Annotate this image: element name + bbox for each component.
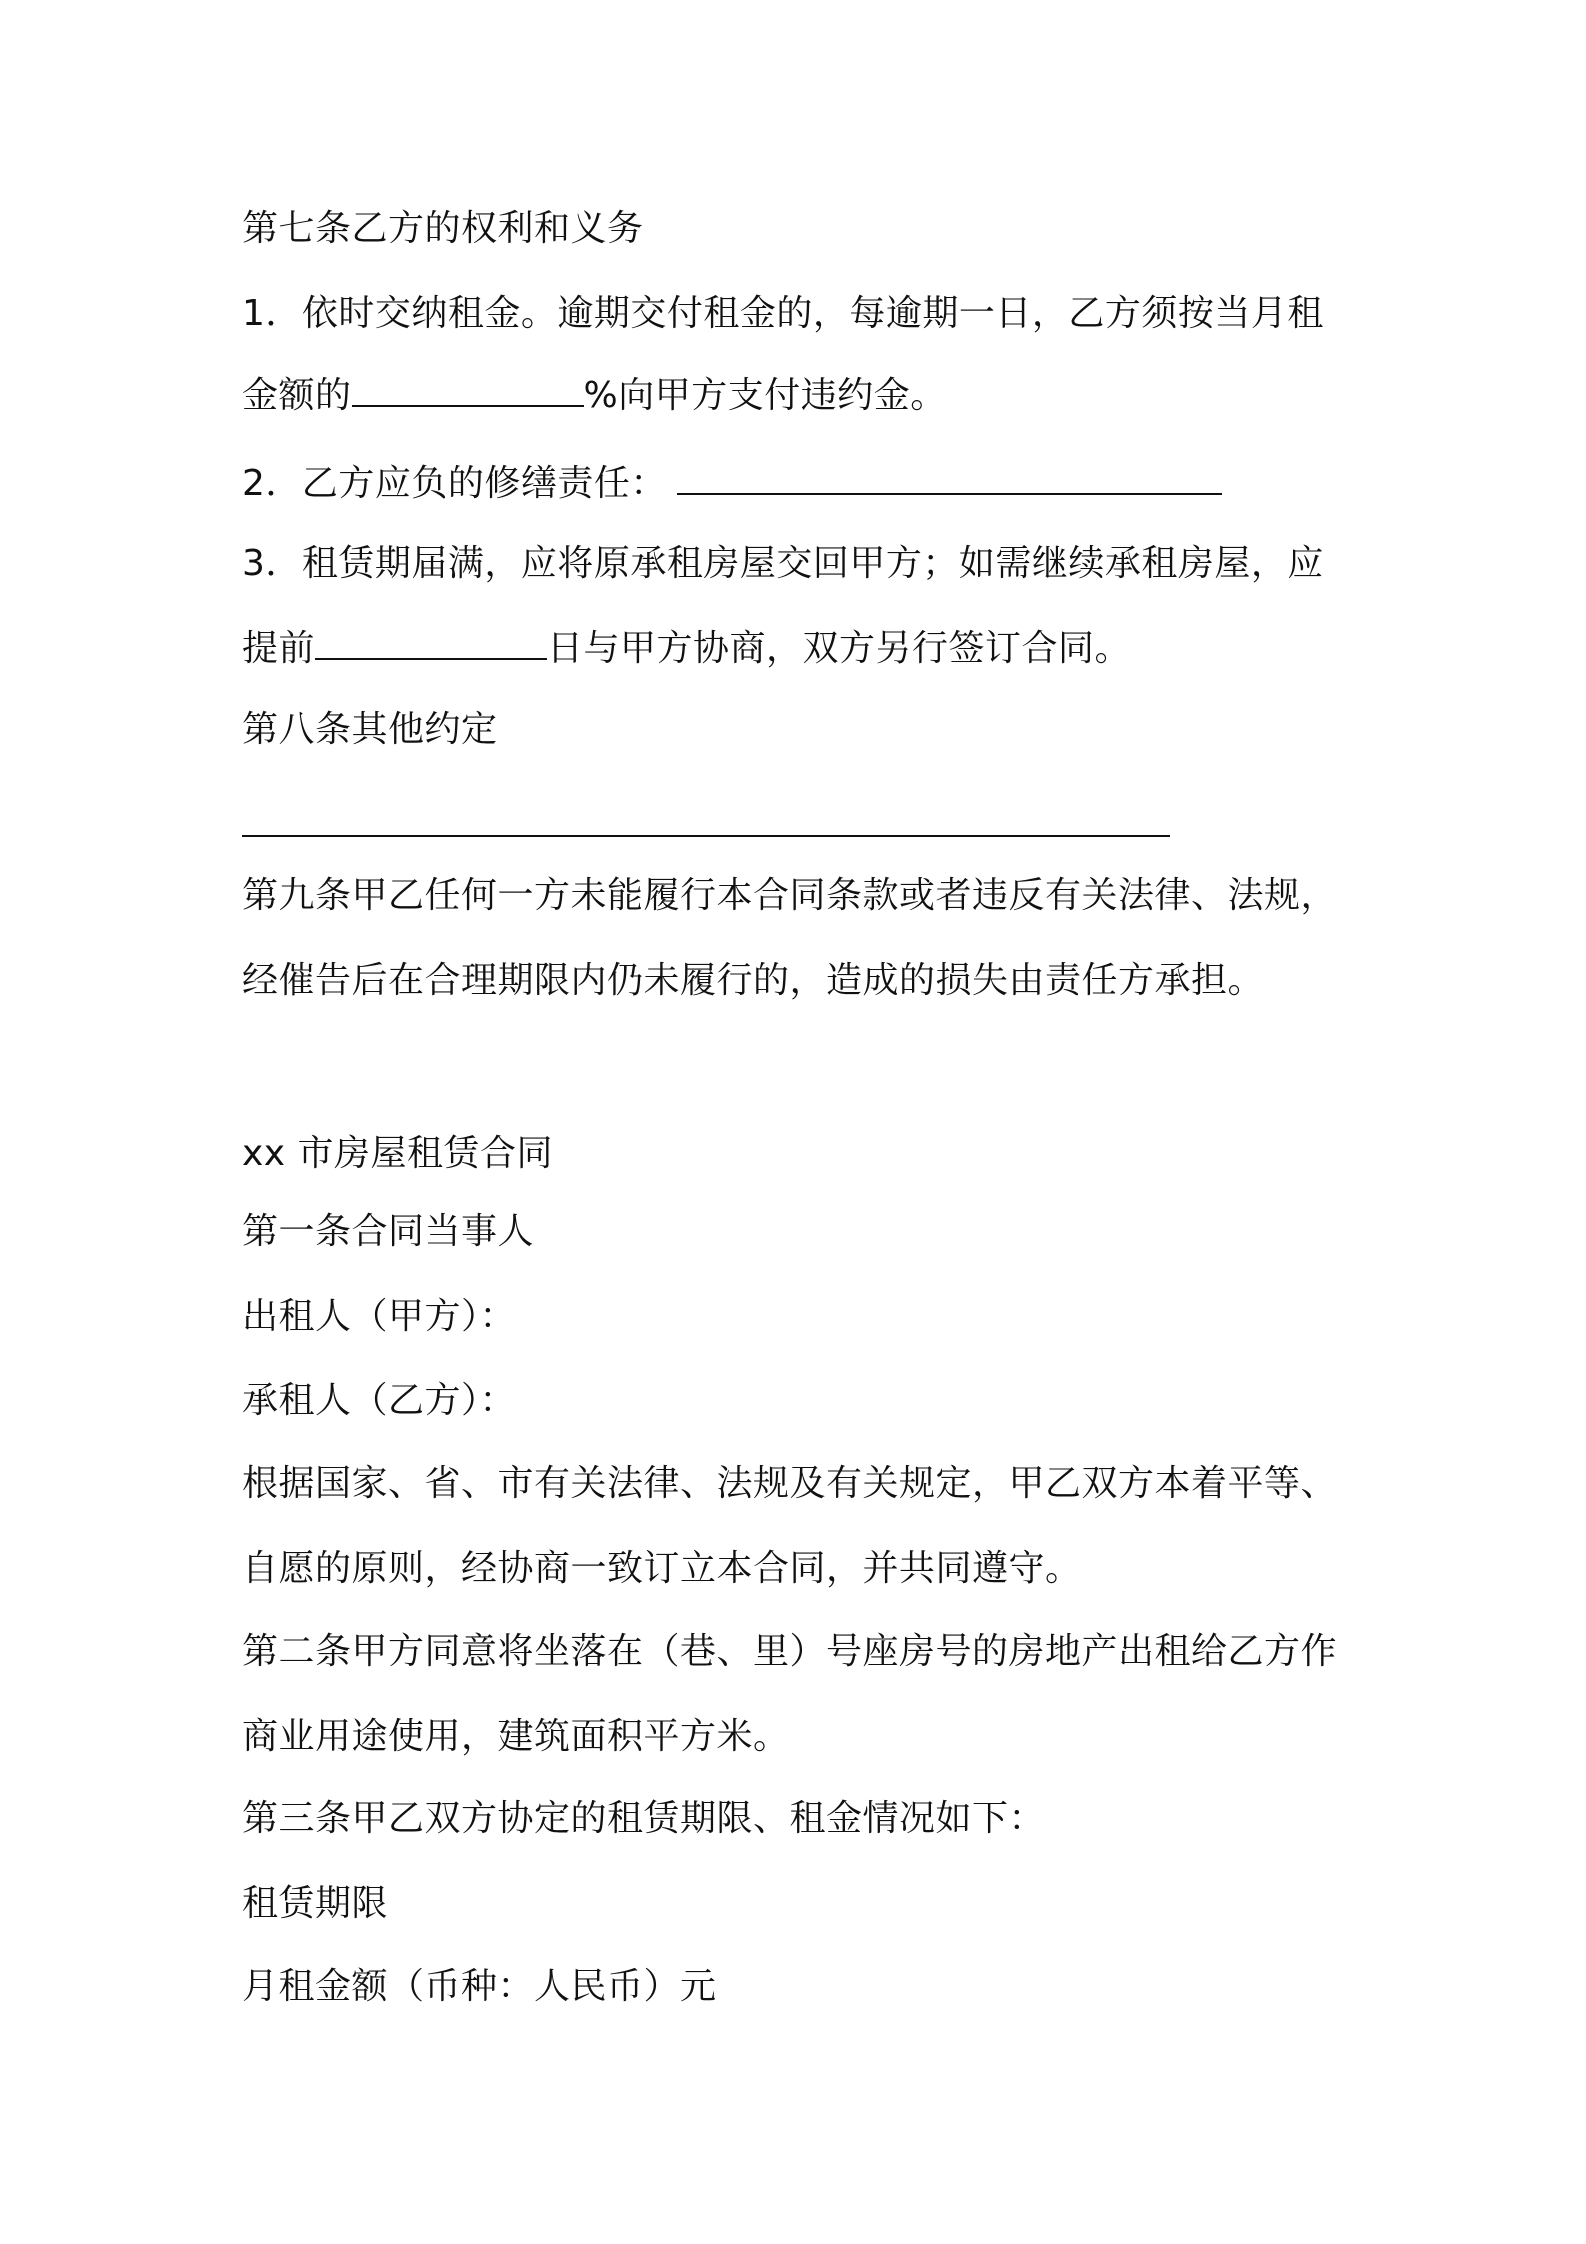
section8-blank-line bbox=[242, 835, 1170, 837]
section7-item1-line1: 1．依时交纳租金。逾期交付租金的，每逾期一日，乙方须按当月租 bbox=[242, 293, 1324, 334]
repair-duty-blank bbox=[677, 463, 1222, 495]
section7-item1-line2 bbox=[242, 372, 1362, 420]
lessor-label: 出租人（甲方）： bbox=[242, 1296, 517, 1337]
section7-item1-prefix: 金额的 bbox=[242, 375, 352, 416]
section9-line2: 经催告后在合理期限内仍未履行的，造成的损失由责任方承担。 bbox=[242, 960, 1265, 1001]
section8-heading: 第八条其他约定 bbox=[242, 709, 498, 750]
section7-item3-line1: 3．租赁期届满，应将原承租房屋交回甲方；如需继续承租房屋，应 bbox=[242, 543, 1324, 584]
notice-days-blank bbox=[315, 628, 547, 660]
contract-title: xx 市房屋租赁合同 bbox=[242, 1133, 554, 1174]
penalty-rate-blank bbox=[352, 375, 584, 407]
section7-item1-suffix: %向甲方支付违约金。 bbox=[583, 375, 947, 416]
article2-line2: 商业用途使用，建筑面积平方米。 bbox=[242, 1716, 790, 1757]
article1-heading: 第一条合同当事人 bbox=[242, 1211, 535, 1252]
section7-item2-label: 2．乙方应负的修缮责任： bbox=[242, 463, 667, 504]
article3-heading: 第三条甲乙双方协定的租赁期限、租金情况如下： bbox=[242, 1798, 1046, 1839]
preamble-line1: 根据国家、省、市有关法律、法规及有关规定，甲乙双方本着平等、 bbox=[242, 1463, 1338, 1504]
lease-term-label: 租赁期限 bbox=[242, 1883, 389, 1924]
section7-item3-suffix: 日与甲方协商，双方另行签订合同。 bbox=[547, 628, 1132, 669]
lessee-label: 承租人（乙方）： bbox=[242, 1380, 517, 1421]
section7-heading: 第七条乙方的权利和义务 bbox=[242, 208, 644, 249]
section7-item3-prefix: 提前 bbox=[242, 628, 316, 669]
section9-line1: 第九条甲乙任何一方未能履行本合同条款或者违反有关法律、法规， bbox=[242, 875, 1338, 916]
article2-line1: 第二条甲方同意将坐落在（巷、里）号座房号的房地产出租给乙方作 bbox=[242, 1631, 1338, 1672]
section7-item3-line2 bbox=[242, 625, 1362, 673]
monthly-rent-label: 月租金额（币种：人民币）元 bbox=[242, 1966, 717, 2007]
section7-item2 bbox=[242, 460, 1362, 508]
preamble-line2: 自愿的原则，经协商一致订立本合同，并共同遵守。 bbox=[242, 1548, 1082, 1589]
